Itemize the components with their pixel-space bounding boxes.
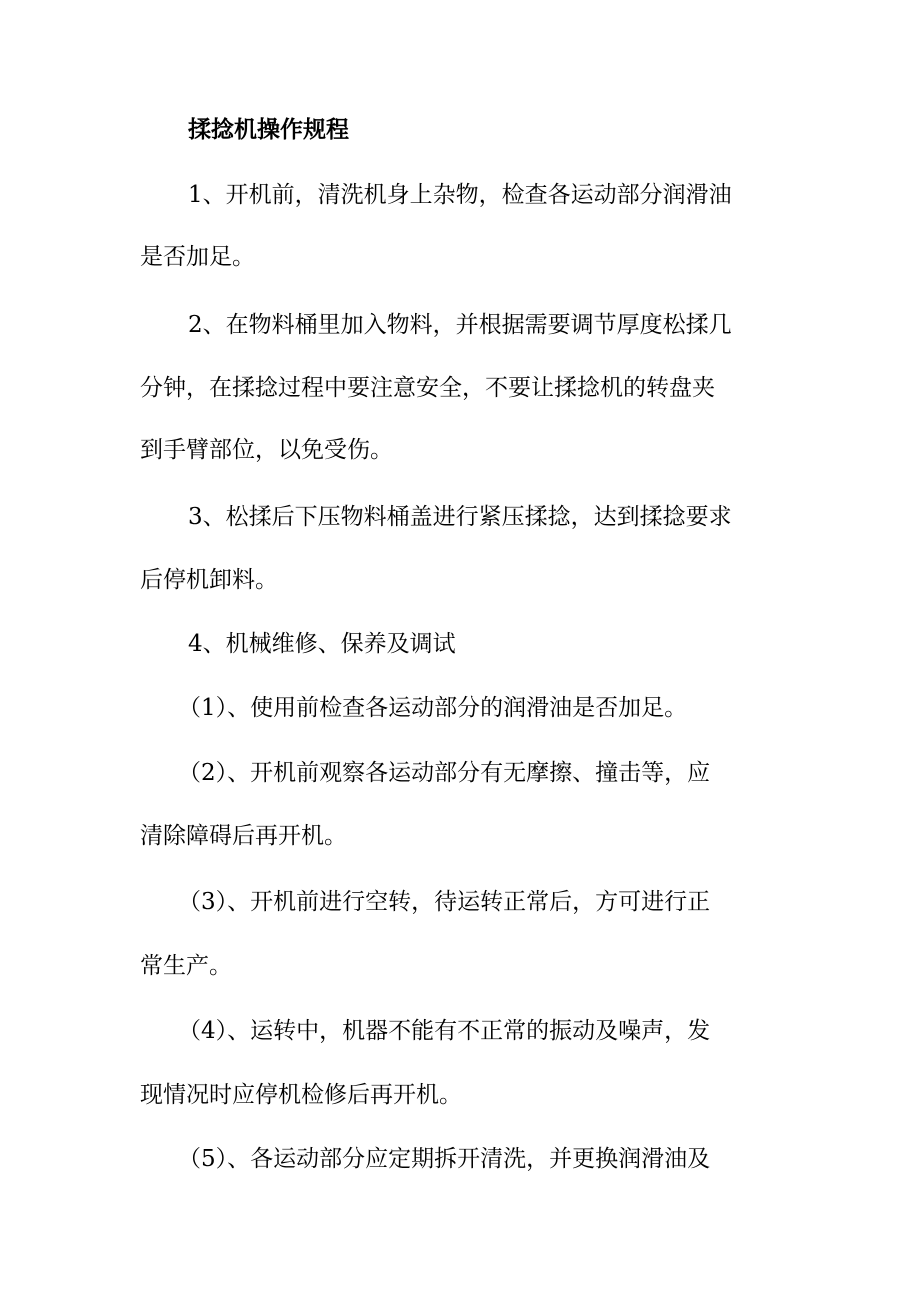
paragraph-2-line-3: 到手臂部位，以免受伤。 [140,437,393,463]
document-title: 揉捻机操作规程 [188,116,349,143]
item-5-line-1: （5）、各运动部分应定期拆开清洗，并更换润滑油及 [178,1146,711,1172]
item-3-line-2: 常生产。 [140,953,232,979]
item-3-line-1: （3）、开机前进行空转，待运转正常后，方可进行正 [178,889,711,915]
paragraph-3-line-1: 3、松揉后下压物料桶盖进行紧压揉捻，达到揉捻要求 [188,504,732,530]
paragraph-3-line-2: 后停机卸料。 [140,567,278,593]
item-1-line-1: （1）、使用前检查各运动部分的润滑油是否加足。 [178,695,688,721]
item-2-line-1: （2）、开机前观察各运动部分有无摩擦、撞击等，应 [178,760,711,786]
paragraph-2-line-2: 分钟，在揉捻过程中要注意安全，不要让揉捻机的转盘夹 [140,375,715,401]
section-4-heading: 4、机械维修、保养及调试 [188,631,456,657]
paragraph-1-line-1: 1、开机前，清洗机身上杂物，检查各运动部分润滑油 [188,182,732,208]
item-4-line-2: 现情况时应停机检修后再开机。 [140,1082,462,1108]
paragraph-1-line-2: 是否加足。 [140,244,255,270]
paragraph-2-line-1: 2、在物料桶里加入物料，并根据需要调节厚度松揉几 [188,312,732,338]
item-4-line-1: （4）、运转中，机器不能有不正常的振动及噪声，发 [178,1018,711,1044]
item-2-line-2: 清除障碍后再开机。 [140,823,347,849]
